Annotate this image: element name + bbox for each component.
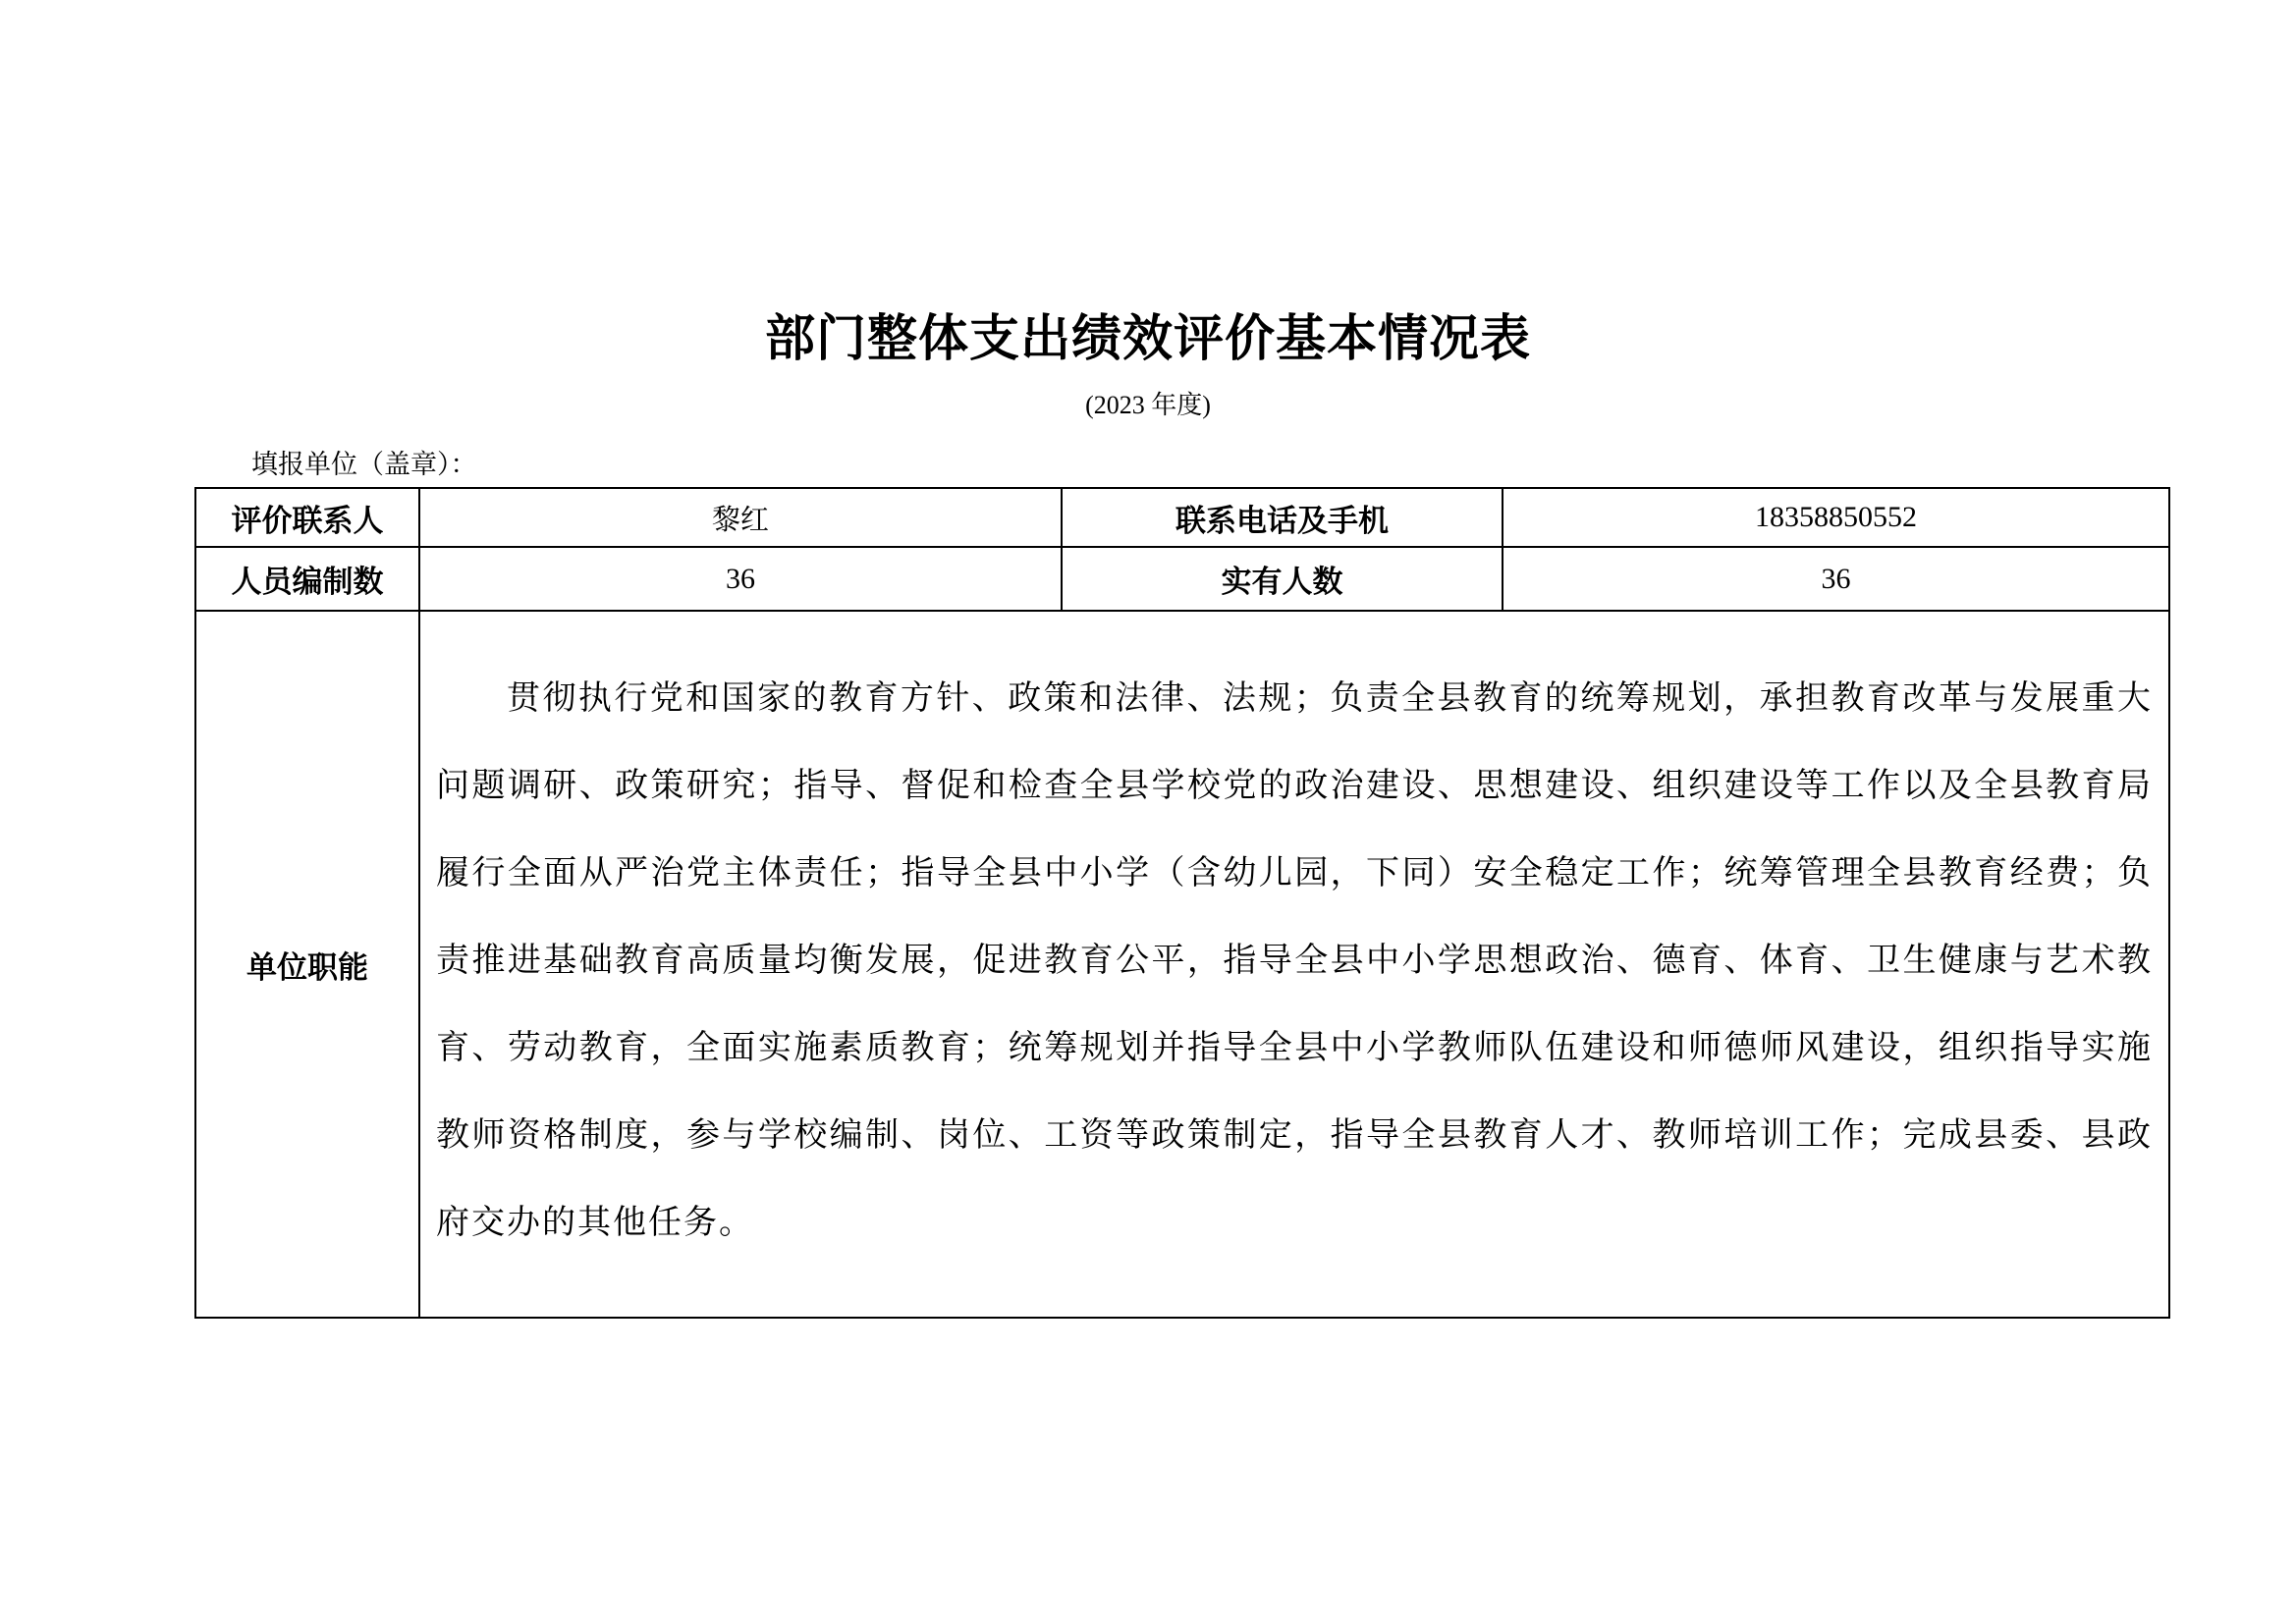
duties-text: 贯彻执行党和国家的教育方针、政策和法律、法规；负责全县教育的统筹规划，承担教育改革与发展重大问题调研、政策研究；指导、督促和检查全县学校党的政治建设、思想建设、组织建设等工作以及全县教育局履行全面从严治党主体责任；指导全县中小学（含幼儿园，下同）安全稳定工作；统筹管理全县教育经费；负责推进基础教育高质量均衡发展，促进教育公平，指导全县中小学思想政治、德育、体育、卫生健康与艺术教育、劳动教育，全面实施素质教育；统筹规划并指导全县中小学教师队伍建设和师德师风建设，组织指导实施教师资格制度，参与学校编制、岗位、工资等政策制定，指导全县教育人才、教师培训工作；完成县委、县政府交办的其他任务。 <box>419 611 2169 1318</box>
staff-quota-value: 36 <box>419 547 1062 611</box>
phone-value: 18358850552 <box>1503 488 2169 547</box>
reporting-unit-label: 填报单位（盖章）： <box>251 450 477 480</box>
document-title: 部门整体支出绩效评价基本情况表 <box>764 310 1531 368</box>
contact-value: 黎红 <box>419 488 1062 547</box>
basic-info-table <box>194 487 2170 1319</box>
duties-label: 单位职能 <box>195 611 419 1318</box>
actual-staff-label: 实有人数 <box>1062 547 1503 611</box>
staff-quota-label: 人员编制数 <box>195 547 419 611</box>
table-row <box>195 488 2169 547</box>
phone-label: 联系电话及手机 <box>1062 488 1503 547</box>
actual-staff-value: 36 <box>1503 547 2169 611</box>
document-year: (2023 年度) <box>1085 391 1211 419</box>
contact-label: 评价联系人 <box>195 488 419 547</box>
table-row <box>195 547 2169 611</box>
table-row <box>195 611 2169 1318</box>
